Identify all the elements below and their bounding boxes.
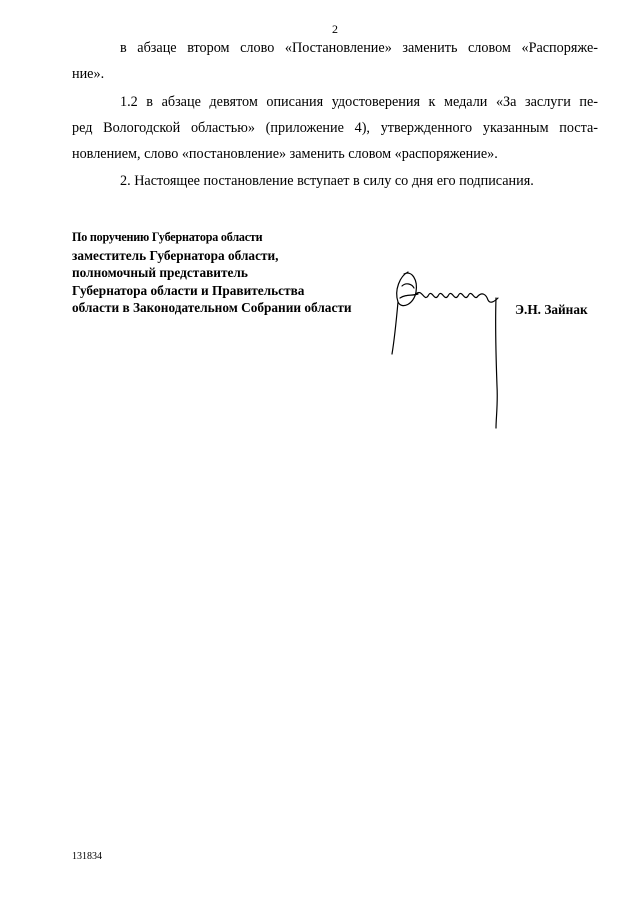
signer-name: Э.Н. Зайнак (515, 302, 588, 317)
signatory-title-line: заместитель Губернатора области, (72, 247, 279, 263)
paragraph-line: в абзаце втором слово «Постановление» заменить словом «Распоряже- (120, 40, 598, 56)
signatory-title-line: Губернатора области и Правительства (72, 282, 305, 298)
paragraph-line: 1.2 в абзаце девятом описания удостоверения к медали «За заслуги пе- (120, 94, 598, 110)
page-number: 2 (332, 22, 338, 36)
paragraph-amendment-1-2 (72, 89, 598, 167)
paragraph-line: 2. Настоящее постановление вступает в силу со дня его подписания. (120, 173, 534, 189)
paragraph-line: ред Вологодской областью» (приложение 4), утвержденного указанным поста- (72, 120, 598, 136)
paragraph-line: новлением, слово «постановление» заменить словом «распоряжение». (72, 146, 498, 162)
document-code: 131834 (72, 851, 102, 862)
paragraph-amendment-1-1 (72, 35, 598, 87)
signatory-title-line: области в Законодательном Собрании области (72, 300, 352, 315)
signatory-title-line: По поручению Губернатора области (72, 230, 263, 244)
paragraph-line: ние». (72, 66, 105, 82)
paragraph-effective-date (72, 168, 598, 194)
signatory-title-block (72, 229, 352, 317)
handwritten-signature (378, 258, 508, 430)
signatory-title-line: полномочный представитель (72, 265, 248, 280)
